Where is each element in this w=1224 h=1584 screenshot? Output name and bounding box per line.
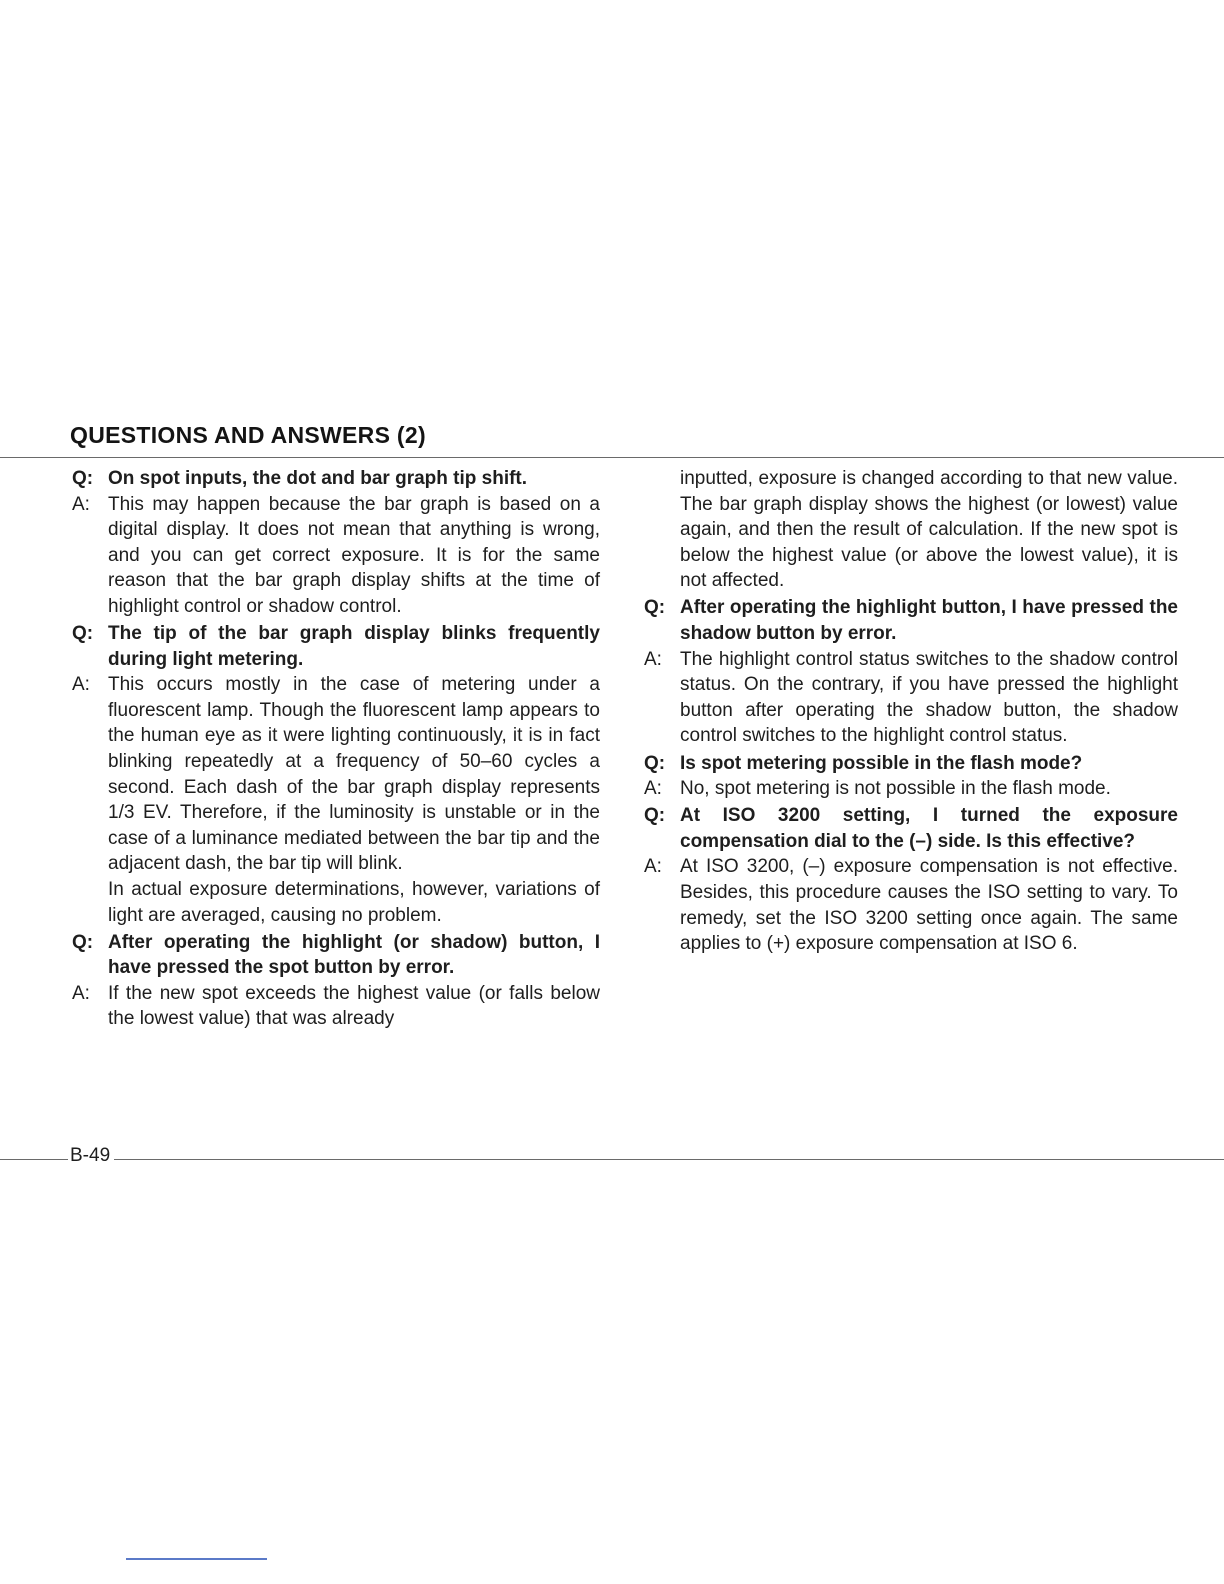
answer-5-text: No, spot metering is not possible in the flash mode. <box>680 778 1111 800</box>
answer-1-text: This may happen because the bar graph is based on a digital display. It does not mean that anything is wrong, and you can get correct exposure. It is for the same reason that the bar graph display shifts at the time of highlight control or shadow control. <box>108 493 600 617</box>
answer-label: A: <box>644 778 662 800</box>
answer-label: A: <box>644 648 662 670</box>
question-4 <box>644 595 1178 646</box>
right-column <box>644 466 1178 957</box>
answer-3 <box>72 981 600 1032</box>
footer-divider <box>0 1159 1224 1160</box>
question-3-text: After operating the highlight (or shadow) button, I have pressed the spot button by error. <box>108 931 600 979</box>
question-2 <box>72 621 600 672</box>
scan-artifact-line <box>126 1558 267 1560</box>
question-6 <box>644 803 1178 854</box>
answer-6-text: At ISO 3200, (–) exposure compensation is not effective. Besides, this procedure causes the ISO setting to vary. To remedy, set the ISO 3200 setting once again. The same applies to (+) exposure compensation at ISO 6. <box>680 856 1178 955</box>
question-label: Q: <box>644 752 666 774</box>
question-6-text: At ISO 3200 setting, I turned the exposure compensation dial to the (–) side. Is this effective? <box>680 805 1178 852</box>
question-label: Q: <box>72 468 94 489</box>
question-label: Q: <box>644 805 666 827</box>
answer-2-text: This occurs mostly in the case of metering under a fluorescent lamp. Though the fluorescent lamp appears to the human eye as it were lighting continuously, it is in fact blinking repeatedly at a frequency of 50–60 cycles a second. Each dash of the bar graph display represents 1/3 EV. Therefore, if the luminosity is unstable or in the case of a luminance mediated between the bar tip and the adjacent dash, the bar tip will blink. <box>108 674 600 875</box>
question-2-text: The tip of the bar graph display blinks frequently during light metering. <box>108 623 600 670</box>
answer-4 <box>644 647 1178 749</box>
answer-6 <box>644 854 1178 956</box>
answer-2 <box>72 672 600 877</box>
question-4-text: After operating the highlight button, I have pressed the shadow button by error. <box>680 597 1178 645</box>
header-divider <box>0 457 1224 458</box>
question-5 <box>644 751 1178 777</box>
answer-1 <box>72 492 600 620</box>
answer-label: A: <box>72 982 90 1004</box>
question-label: Q: <box>644 597 666 619</box>
question-label: Q: <box>72 931 94 953</box>
page-number: B-49 <box>68 1145 114 1167</box>
answer-5 <box>644 776 1178 802</box>
question-label: Q: <box>72 623 94 645</box>
question-1-text: On spot inputs, the dot and bar graph tip shift. <box>108 468 528 489</box>
answer-label: A: <box>72 493 90 515</box>
question-1 <box>72 466 600 492</box>
answer-label: A: <box>72 674 90 696</box>
left-column <box>72 466 600 1032</box>
question-5-text: Is spot metering possible in the flash mode? <box>680 752 1083 774</box>
page-title: QUESTIONS AND ANSWERS (2) <box>70 422 426 448</box>
question-3 <box>72 930 600 981</box>
answer-2-paragraph-2: In actual exposure determinations, however, variations of light are averaged, causing no problem. <box>108 879 600 926</box>
answer-4-text: The highlight control status switches to the shadow control status. On the contrary, if you have pressed the highlight button after operating the shadow button, the shadow control switches to the highlight control status. <box>680 648 1178 747</box>
answer-3-continued: inputted, exposure is changed according to that new value. The bar graph display shows the highest (or lowest) value again, and then the result of calculation. If the new spot is below the highest value (or above the lowest value), it is not affected. <box>680 468 1178 592</box>
answer-label: A: <box>644 856 662 878</box>
answer-3-text: If the new spot exceeds the highest value (or falls below the lowest value) that was already <box>108 982 600 1030</box>
